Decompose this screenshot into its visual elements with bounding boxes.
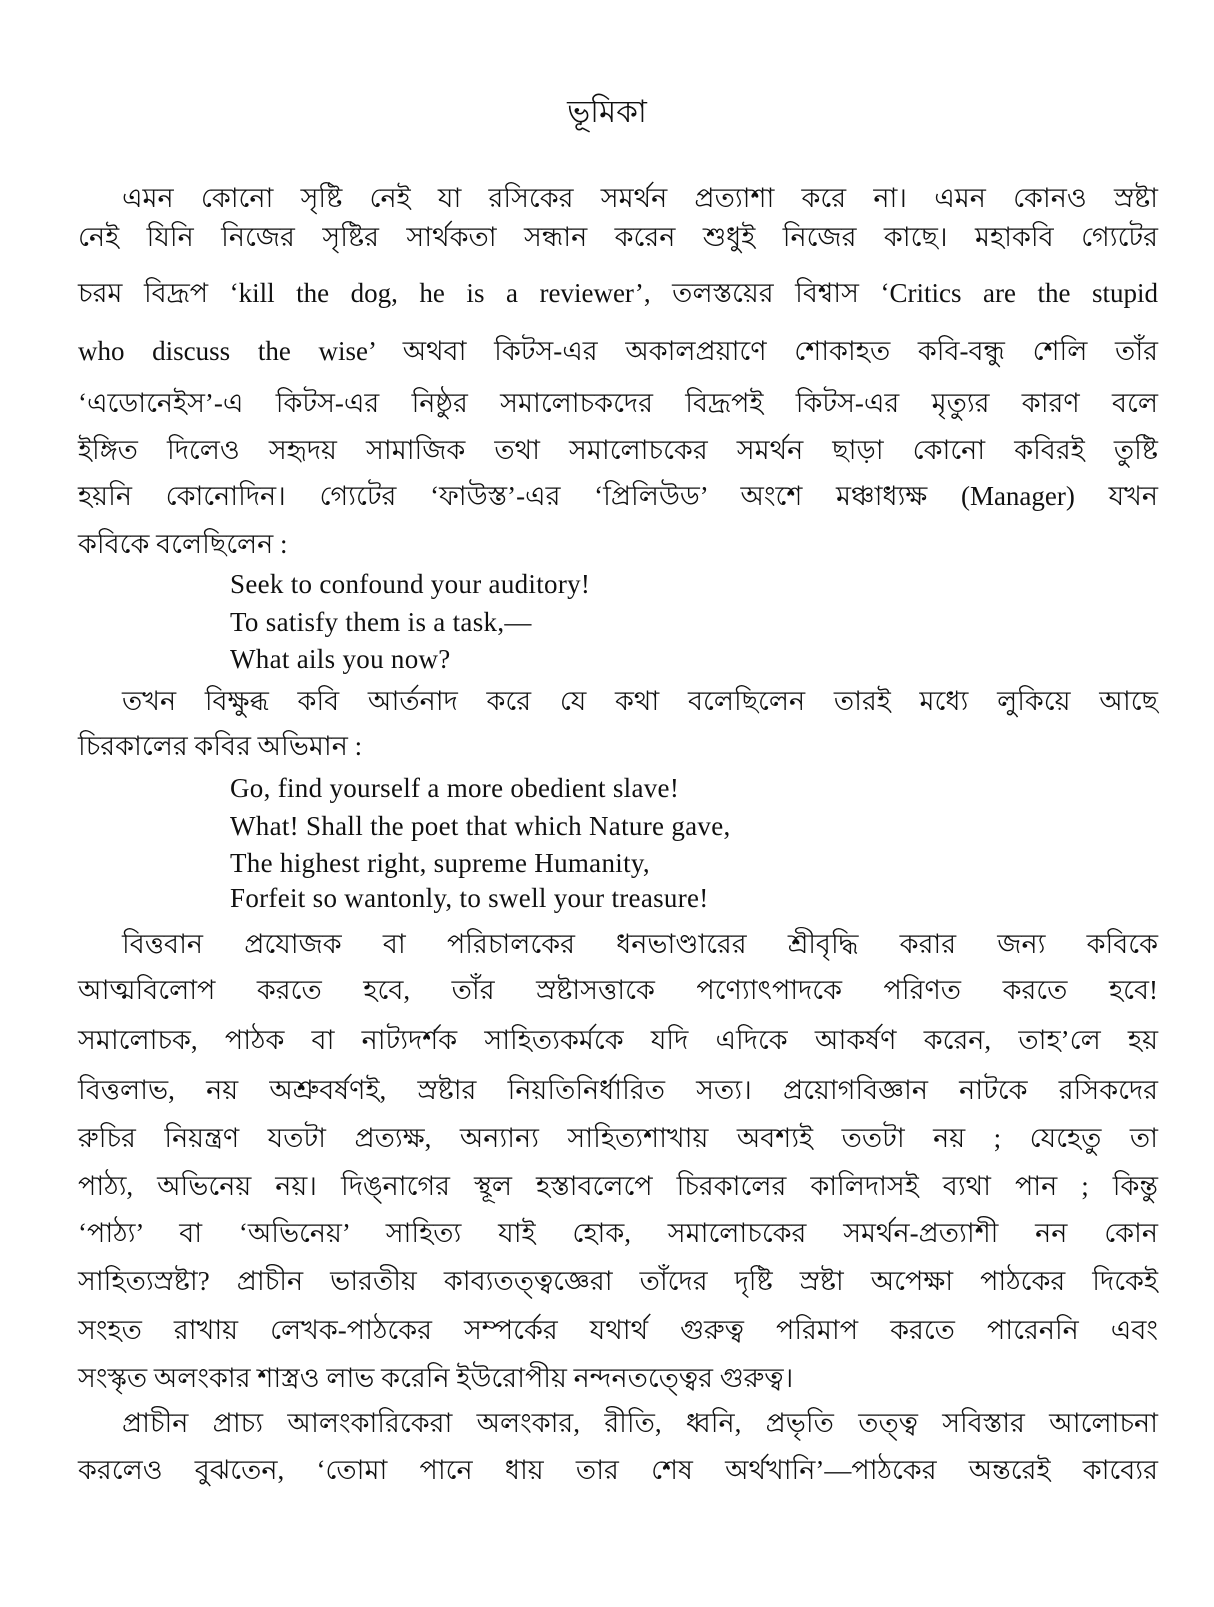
verse-line: Forfeit so wantonly, to swell your treasure! xyxy=(230,883,709,913)
verse-line: What! Shall the poet that which Nature gave, xyxy=(230,811,731,841)
text-line: ইঙ্গিত দিলেও সহৃদয় সামাজিক তথা সমালোচকের সমর্থন ছাড়া কোনো কবিরই তুষ্টি xyxy=(78,435,1158,465)
text-line: করলেও বুঝতেন, ‘তোমা পানে ধায় তার শেষ অর্থখানি’—পাঠকের অন্তরেই কাব্যের xyxy=(78,1455,1158,1485)
verse-line: What ails you now? xyxy=(230,644,451,674)
text-line: who discuss the wise’ অথবা কিটস-এর অকালপ্রয়াণে শোকাহত কবি-বন্ধু শেলি তাঁর xyxy=(78,336,1158,366)
text-line: পাঠ্য, অভিনেয় নয়। দিঙ্‌নাগের স্থূল হস্তাবলেপে চিরকালের কালিদাসই ব্যথা পান ; কিন্তু xyxy=(78,1171,1158,1201)
text-line: নেই যিনি নিজের সৃষ্টির সার্থকতা সন্ধান করেন শুধুই নিজের কাছে। মহাকবি গ্যেটের xyxy=(78,222,1158,252)
text-line: সংস্কৃত অলংকার শাস্ত্রও লাভ করেনি ইউরোপীয় নন্দনতত্ত্বের গুরুত্ব। xyxy=(78,1363,794,1393)
text-line: বিত্তলাভ, নয় অশ্রুবর্ষণই, স্রষ্টার নিয়তিনির্ধারিত সত্য। প্রয়োগবিজ্ঞান নাটকে রসিকদের xyxy=(78,1075,1158,1105)
verse-line: The highest right, supreme Humanity, xyxy=(230,848,650,878)
text-line: তখন বিক্ষুব্ধ কবি আর্তনাদ করে যে কথা বলেছিলেন তারই মধ্যে লুকিয়ে আছে xyxy=(122,686,1158,716)
text-line: রুচির নিয়ন্ত্রণ যতটা প্রত্যক্ষ, অন্যান্য সাহিত্যশাখায় অবশ্যই ততটা নয় ; যেহেতু তা xyxy=(78,1123,1158,1153)
text-line: চিরকালের কবির অভিমান : xyxy=(78,731,363,761)
text-line: সমালোচক, পাঠক বা নাট্যদর্শক সাহিত্যকর্মকে যদি এদিকে আকর্ষণ করেন, তাহ’লে হয় xyxy=(78,1025,1158,1055)
text-line: সংহত রাখায় লেখক-পাঠকের সম্পর্কের যথার্থ গুরুত্ব পরিমাপ করতে পারেননি এবং xyxy=(78,1315,1158,1345)
verse-line: Go, find yourself a more obedient slave! xyxy=(230,773,680,803)
text-line: কবিকে বলেছিলেন : xyxy=(78,529,288,559)
verse-line: Seek to confound your auditory! xyxy=(230,569,591,599)
text-line: চরম বিদ্রূপ ‘kill the dog, he is a reviewer’, তলস্তয়ের বিশ্বাস ‘Critics are the stupid xyxy=(78,278,1158,308)
text-line: আত্মবিলোপ করতে হবে, তাঁর স্রষ্টাসত্তাকে পণ্যোৎপাদকে পরিণত করতে হবে! xyxy=(78,975,1158,1005)
page-title: ভূমিকা xyxy=(567,94,647,129)
text-line: ‘পাঠ্য’ বা ‘অভিনেয়’ সাহিত্য যাই হোক, সমালোচকের সমর্থন-প্রত্যাশী নন কোন xyxy=(78,1218,1158,1248)
text-line: ‘এডোনেইস’-এ কিটস-এর নিষ্ঠুর সমালোচকদের বিদ্রূপই কিটস-এর মৃত্যুর কারণ বলে xyxy=(78,388,1158,418)
text-line: বিত্তবান প্রযোজক বা পরিচালকের ধনভাণ্ডারের শ্রীবৃদ্ধি করার জন্য কবিকে xyxy=(122,929,1158,959)
text-line: এমন কোনো সৃষ্টি নেই যা রসিকের সমর্থন প্রত্যাশা করে না। এমন কোনও স্রষ্টা xyxy=(122,183,1158,213)
verse-line: To satisfy them is a task,— xyxy=(230,607,532,637)
text-line: প্রাচীন প্রাচ্য আলংকারিকেরা অলংকার, রীতি, ধ্বনি, প্রভৃতি তত্ত্ব সবিস্তার আলোচনা xyxy=(122,1408,1158,1438)
text-line: সাহিত্যস্রষ্টা? প্রাচীন ভারতীয় কাব্যতত্ত্বজ্ঞেরা তাঁদের দৃষ্টি স্রষ্টা অপেক্ষা পাঠকের দিকেই xyxy=(78,1266,1158,1296)
text-line: হয়নি কোনোদিন। গ্যেটের ‘ফাউস্ত’-এর ‘প্রিলিউড’ অংশে মঞ্চাধ্যক্ষ (Manager) যখন xyxy=(78,481,1158,511)
